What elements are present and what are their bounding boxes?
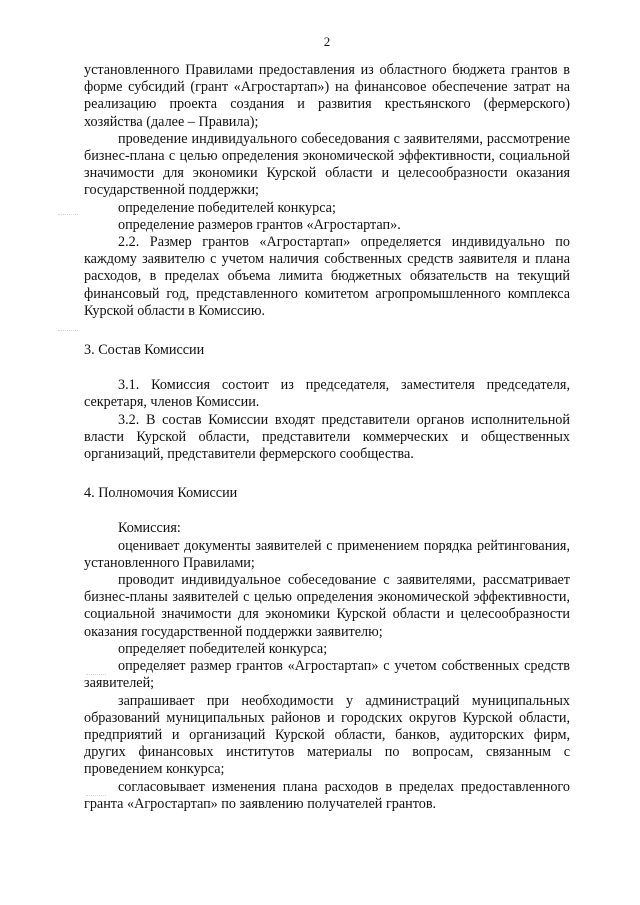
paragraph: запрашивает при необходимости у администраций муниципальных образований муниципальных районов и городских округов Курской области, предприятий и организаций Курской области, банков, аудиторских фирм, других финансовых институтов материалы по вопросам, связанным с проведением конкурса;: [84, 692, 570, 778]
paragraph: проведение индивидуального собеседования с заявителями, рассмотрение бизнес-плана с целью определения экономической эффективности, социальной значимости для экономики Курской области и целесообразности оказания государственной поддержки;: [84, 130, 570, 199]
paragraph: 3.1. Комиссия состоит из председателя, заместителя председателя, секретаря, членов Комиссии.: [84, 377, 570, 411]
scan-artifact: [58, 330, 78, 333]
paragraph: определение размеров грантов «Агростартап».: [118, 216, 401, 233]
page-number: 2: [323, 34, 331, 49]
paragraph: определяет размер грантов «Агростартап» с учетом собственных средств заявителей;: [84, 658, 570, 692]
paragraph: оценивает документы заявителей с применением порядка рейтингования, установленного Правилами;: [84, 537, 570, 571]
paragraph: Комиссия:: [118, 520, 181, 537]
scan-artifact: [58, 214, 78, 217]
paragraph: установленного Правилами предоставления из областного бюджета грантов в форме субсидий (грант «Агростартап») на финансовое обеспечение затрат на реализацию проекта создания и развития крестьянского (фермерского) хозяйства (далее – Правила);: [84, 62, 570, 130]
document-body: [84, 62, 570, 813]
section-heading: 4. Полномочия Комиссии: [84, 485, 238, 502]
section-heading: 3. Состав Комиссии: [84, 342, 205, 359]
paragraph: определяет победителей конкурса;: [118, 640, 328, 657]
scan-artifact: [86, 674, 106, 677]
paragraph: 2.2. Размер грантов «Агростартап» определяется индивидуально по каждому заявителю с учетом наличия собственных средств заявителя и плана расходов, в пределах объема лимита бюджетных обязательств на текущий финансовый год, представленного комитетом агропромышленного комплекса Курской области в Комиссию.: [84, 234, 570, 319]
paragraph: 3.2. В состав Комиссии входят представители органов исполнительной власти Курской области, представители коммерческих и общественных организаций, представители фермерского сообщества.: [84, 411, 570, 463]
paragraph: проводит индивидуальное собеседование с заявителями, рассматривает бизнес-планы заявителей с целью определения экономической эффективности, социальной значимости для экономики Курской области и целесообразности оказания государственной поддержки заявителю;: [84, 572, 570, 640]
paragraph: согласовывает изменения плана расходов в пределах предоставленного гранта «Агростартап» по заявлению получателей грантов.: [84, 778, 570, 812]
scan-artifact: [86, 795, 106, 798]
paragraph: определение победителей конкурса;: [118, 199, 336, 216]
